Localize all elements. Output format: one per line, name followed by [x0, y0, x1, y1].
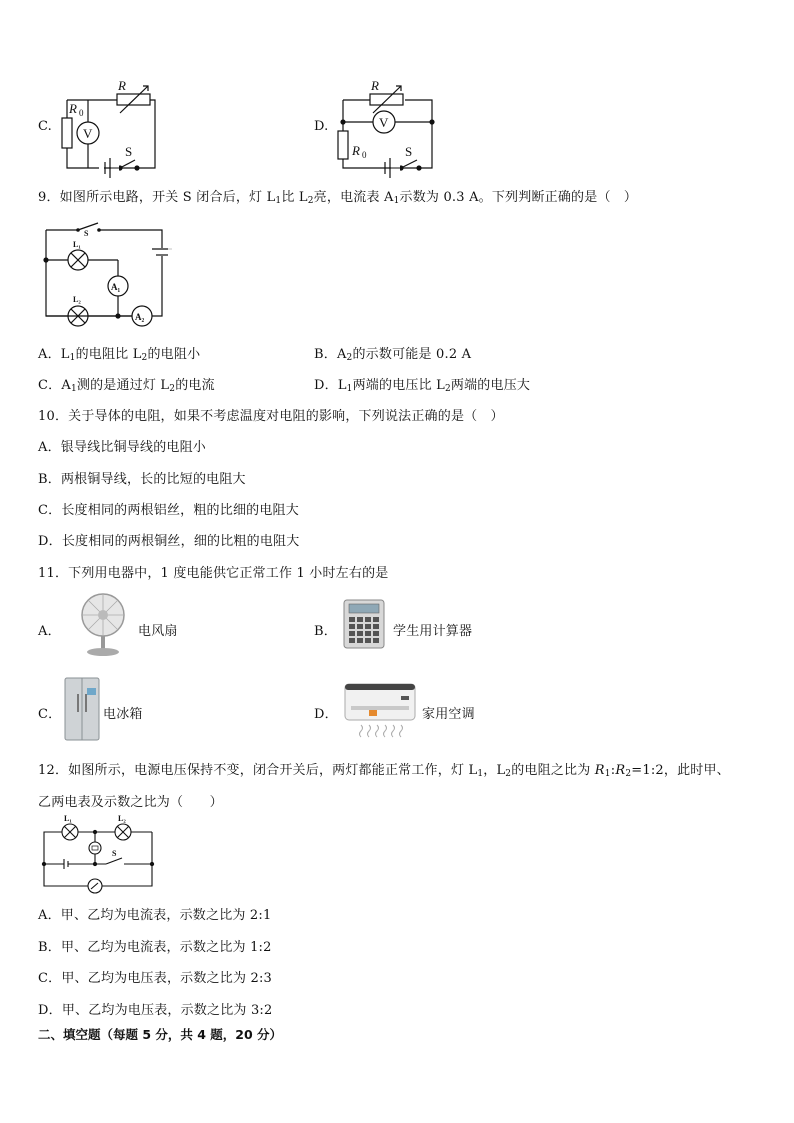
switch-label: S [125, 144, 133, 159]
switch-s [401, 160, 417, 168]
q11-option-c-label[interactable]: C． [38, 707, 62, 722]
r0-sub: 0 [362, 150, 367, 160]
switch-label: S [405, 144, 413, 159]
section-2-heading: 二、填空题（每题 5 分，共 4 题，20 分） [38, 1027, 283, 1042]
q10-option-a[interactable]: A．银导线比铜导线的电阻小 [38, 440, 206, 455]
q11-option-d-label[interactable]: D． [314, 707, 338, 722]
q10-option-d[interactable]: D．长度相同的两根铜丝，细的比粗的电阻大 [38, 534, 300, 549]
q12-option-a[interactable]: A．甲、乙均为电流表，示数之比为 2:1 [38, 908, 272, 923]
q12-option-c[interactable]: C．甲、乙均为电压表，示数之比为 2:3 [38, 971, 273, 986]
r0-label: R [69, 101, 77, 116]
q12-circuit [40, 816, 160, 891]
q11-option-b-text[interactable]: 学生用计算器 [393, 624, 473, 639]
q8-option-d-label: D. [314, 119, 329, 134]
calculator-icon [342, 598, 388, 650]
q8-option-c-label: C. [38, 119, 53, 134]
q10-option-b[interactable]: B．两根铜导线，长的比短的电阻大 [38, 472, 246, 487]
l1-label: L₁ [64, 814, 72, 823]
q12-stem: 12．如图所示，电源电压保持不变，闭合开关后，两灯都能正常工作，灯 $L_1$，$L_2$的电阻之比为 $R_1:R_2=1:2$，此时甲、 [38, 763, 730, 779]
q9-circuit [40, 220, 180, 330]
fridge-icon [63, 676, 103, 742]
q11-option-a-text[interactable]: 电风扇 [138, 624, 178, 639]
q11-option-b-label[interactable]: B． [314, 624, 337, 639]
q9-option-d[interactable]: D．$L_1$两端的电压比 $L_2$两端的电压大 [314, 378, 531, 394]
air-conditioner-icon [343, 682, 419, 742]
a2-label: A₂ [135, 312, 145, 322]
resistor-r0 [338, 131, 348, 159]
q9-option-a[interactable]: A．$L_1$的电阻比 $L_2$的电阻小 [38, 347, 201, 363]
r-label: R [371, 78, 379, 93]
q11-option-d-text[interactable]: 家用空调 [422, 707, 475, 722]
q11-option-c-text[interactable]: 电冰箱 [103, 707, 143, 722]
meter-jia-icon [89, 842, 101, 854]
q12-option-b[interactable]: B．甲、乙均为电流表，示数之比为 1:2 [38, 940, 272, 955]
voltmeter-label: V [83, 126, 93, 141]
l2-label: L₂ [118, 814, 126, 823]
resistor-r0 [62, 118, 72, 148]
q9-stem: 9．如图所示电路，开关 S 闭合后，灯 $L_1$比 $L_2$亮，电流表 $A_1$示数为 0.3 A。下列判断正确的是（ ） [38, 190, 638, 206]
switch-s [106, 858, 122, 864]
l1-label: L₁ [73, 240, 81, 249]
fan-icon [68, 590, 138, 660]
a1-label: A₁ [111, 282, 121, 292]
switch-label: S [112, 849, 117, 858]
q8-circuit-c [55, 78, 175, 178]
q10-stem: 10．关于导体的电阻，如果不考虑温度对电阻的影响，下列说法正确的是（ ） [38, 409, 504, 424]
q11-option-a-label[interactable]: A． [38, 624, 61, 639]
q8-circuit-d [335, 78, 455, 178]
q10-option-c[interactable]: C．长度相同的两根铝丝，粗的比细的电阻大 [38, 503, 299, 518]
q12-stem-line2: 乙两电表及示数之比为（ ） [38, 795, 223, 810]
voltmeter-label: V [379, 115, 389, 130]
q11-stem: 11．下列用电器中，1 度电能供它正常工作 1 小时左右的是 [38, 566, 389, 581]
r0-label: R [352, 143, 360, 158]
r0-sub: 0 [79, 108, 84, 118]
switch-label: S [84, 229, 89, 238]
r-label: R [118, 78, 126, 93]
q12-option-d[interactable]: D．甲、乙均为电压表，示数之比为 3:2 [38, 1003, 273, 1018]
q9-option-b[interactable]: B．$A_2$的示数可能是 0.2 A [314, 347, 472, 363]
l2-label: L₂ [73, 295, 81, 304]
q9-option-c[interactable]: C．$A_1$测的是通过灯 $L_2$的电流 [38, 378, 215, 394]
